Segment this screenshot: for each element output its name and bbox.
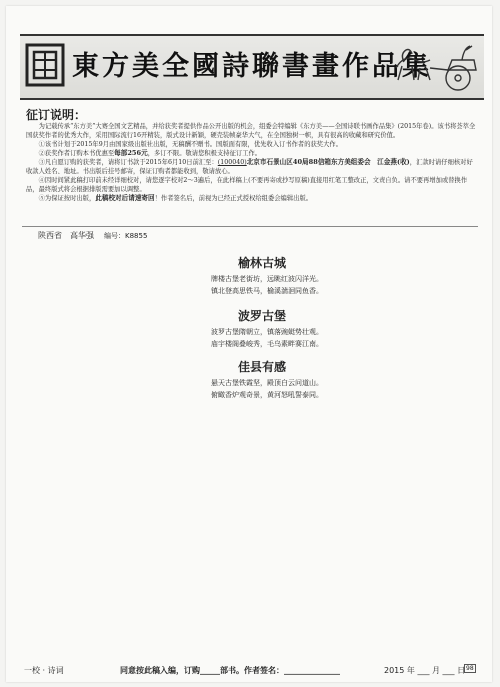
author-name: 高华强 [70,231,94,240]
footer [24,665,484,677]
notice-item-5-text-b: ！作者签名后，前视为已经正式授权给组委会编辑出版。 [154,195,313,202]
poem-line: 悬天古堡铁霞坚，殿顶白云问道山。 [211,379,323,387]
poem-line: 镇北登高思铁马，榆溪湍洄同鱼香。 [211,287,323,295]
author-province: 陕西省 [38,231,62,240]
postcode: (100040) [217,159,247,166]
poem-line: 俯瞰香炉观奇景，黄河怒吼誓泰同。 [211,391,323,399]
notice-item-3-text-a: ③凡自愿订购的获奖者，请将订书款于2015年6月10日前汇至： [38,159,218,166]
poem-title: 榆林古城 [238,256,287,270]
divider [22,226,478,227]
proof-stage-label: 一校 · 诗词 [24,666,64,675]
banner [20,34,484,100]
notice-item-2-text-b: ，多订不限。敬请您积极支持征订工作。 [147,150,262,157]
order-price: 每部256元 [114,149,148,157]
notice-item-3 [26,158,476,176]
poem-title: 波罗古堡 [238,309,287,323]
notice-item-4: ④因时间紧此稿打印前未经详细校对，请您逐字校对2～3遍后，在此样稿上(不要再寄或抄写原稿)直接用红笔工整改正，文责自负。请不要再增加或替换作品，最终版式将会根据排版需要加以调整。 [26,177,468,193]
poem-title: 佳县有感 [238,360,287,374]
signature-date[interactable]: 2015 年 ___ 月 ___ 日 [384,666,466,675]
notice-item-2 [26,149,476,158]
notice-item-5-text-a: ⑤为保证按时出版， [38,195,96,202]
seal-logo-icon [24,42,66,88]
notice-item-3-text-b: ，汇款时请仔细核对好收款人姓名、地址。书出版后挂号邮寄，保证订购者都能收到，敬请放心。 [26,159,473,175]
notice-body [26,122,476,203]
mailing-address: 北京市石景山区40局88信箱东方美组委会 江金燕(收) [246,158,410,166]
chariot-art-icon [386,38,482,94]
page-number: 98 [466,665,474,672]
agreement-line[interactable]: 同意按此稿入编，订购_____部书。作者签名：______________ [120,666,340,675]
poem-line: 波罗古堡隋朝立，镇落豌蜓势壮观。 [211,328,323,336]
author-line [38,230,147,241]
return-proof-note: 此稿校对后请速寄回 [95,194,155,202]
poem-line: 庙宇楼阁叠峻秀，毛乌素畔赛江南。 [211,340,323,348]
page-sheet [6,6,492,682]
notice-item-5 [26,194,476,203]
banner-title: 東方美全國詩聯書畫作品集 [72,51,432,82]
notice-item-1: ①该书计划于2015年9月由国家级出版社出版，无稿酬不赠书。国版面有限，优先收入订书作者的获奖大作。 [38,141,342,148]
author-code: 编号：K8855 [104,232,148,240]
notice-title: 征订说明： [26,108,87,122]
notice-item-2-text-a: ②获奖作者订购本书优惠至 [38,150,115,157]
poem-line: 牌楼古堡老街坊，远眺红波闪洋光。 [211,275,323,283]
notice-intro: 为记载传承“东方美”大赛全国文艺精品，并给获奖者提供作品公开出版的机会，组委会特编辑《东方美——全国诗联书画作品集》(2015年卷)。该书将荟萃全国获奖作者的优秀大作，采用国际流行16开精装，版式设计新颖，硬壳装帧豪华大气，在全国独树一帜，具有很高的收藏和研究价值。 [26,123,476,139]
